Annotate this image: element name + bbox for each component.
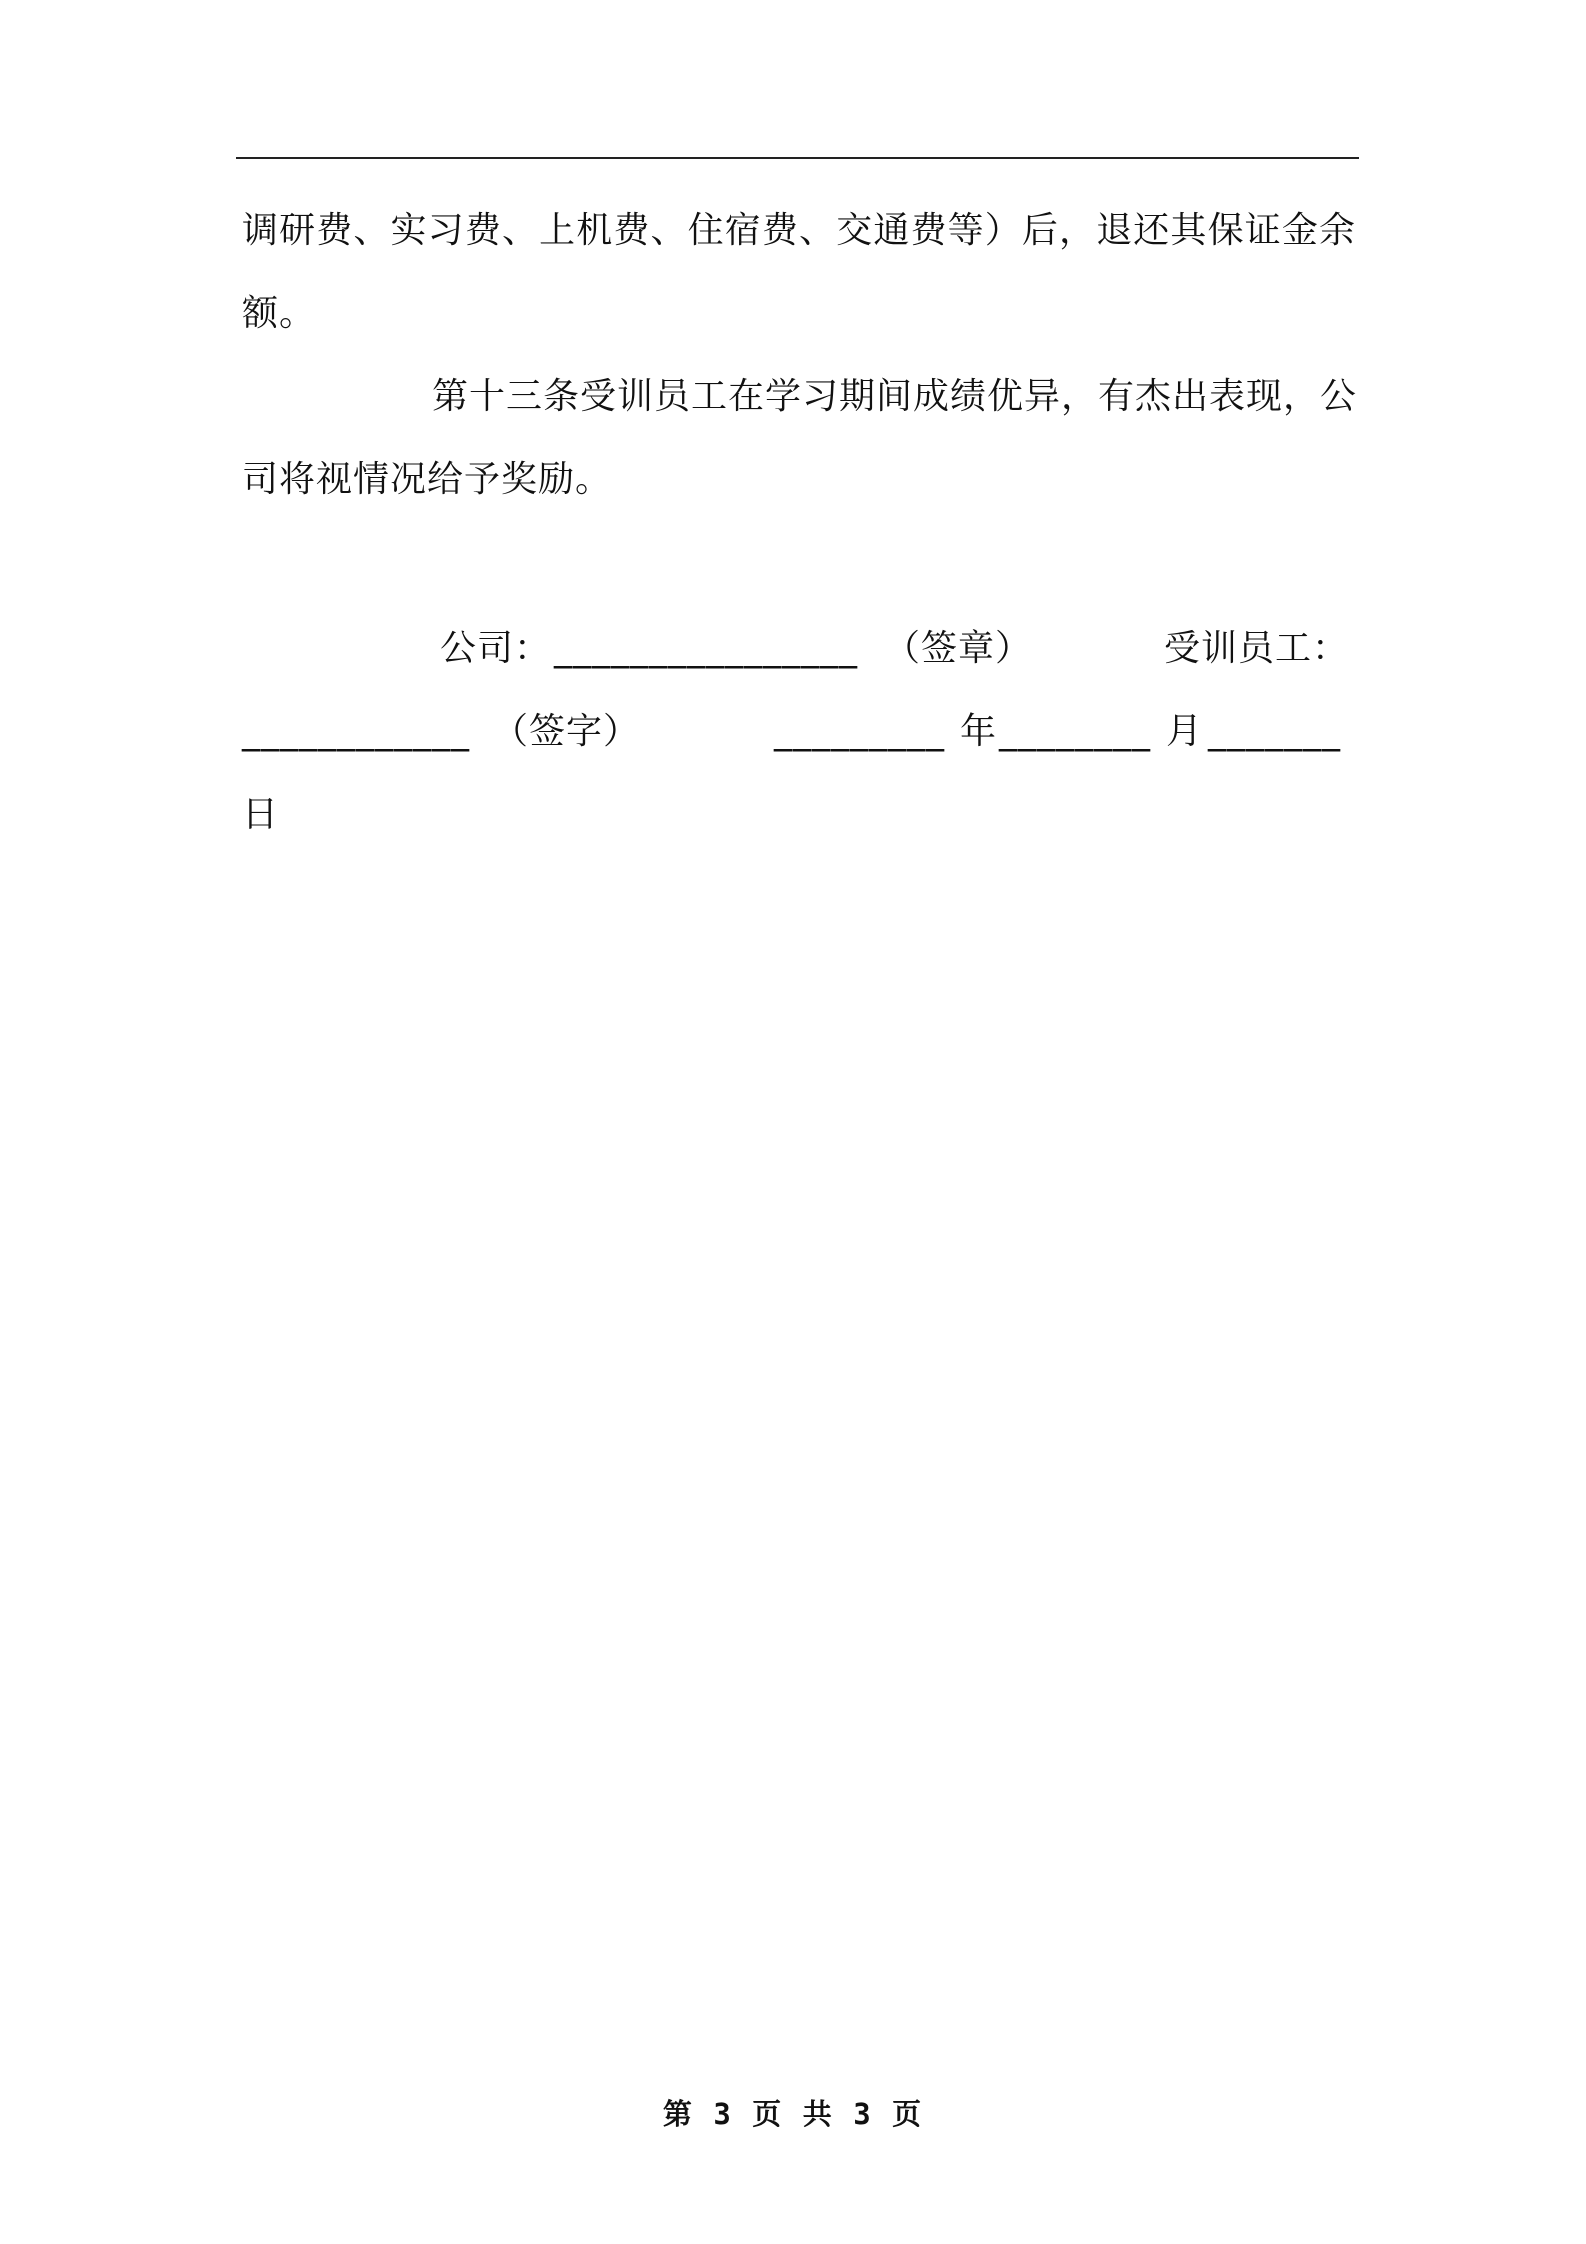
page-indicator: 第 3 页 共 3 页 [662,2097,924,2131]
paragraph-line: 额。 [242,293,317,334]
day-blank: _______ [1208,711,1341,752]
header-rule [236,157,1359,159]
paragraph-line: 第十三条受训员工在学习期间成绩优异，有杰出表现，公 [432,376,1358,417]
paragraph-line: 司将视情况给予奖励。 [242,459,613,500]
month-label: 月 [1166,711,1204,752]
company-blank: ________________ [554,628,858,669]
day-label: 日 [242,794,280,835]
company-label: 公司： [440,628,552,669]
year-label: 年 [960,711,998,752]
signature-line-company [242,607,1356,690]
paragraph-expense-refund [242,189,1356,355]
employee-sign-note: （签字） [492,711,641,752]
company-seal-note: （签章） [884,628,1033,669]
signature-line-employee-date [242,690,1356,773]
month-blank: ________ [999,711,1151,752]
employee-label: 受训员工： [1164,628,1350,669]
paragraph-line: 调研费、实习费、上机费、住宿费、交通费等）后，退还其保证金余 [242,210,1356,251]
signature-line-day [242,773,1356,856]
signature-block [242,607,1356,856]
year-blank: _________ [774,711,945,752]
employee-blank: ____________ [242,711,470,752]
paragraph-article-13 [242,355,1356,521]
